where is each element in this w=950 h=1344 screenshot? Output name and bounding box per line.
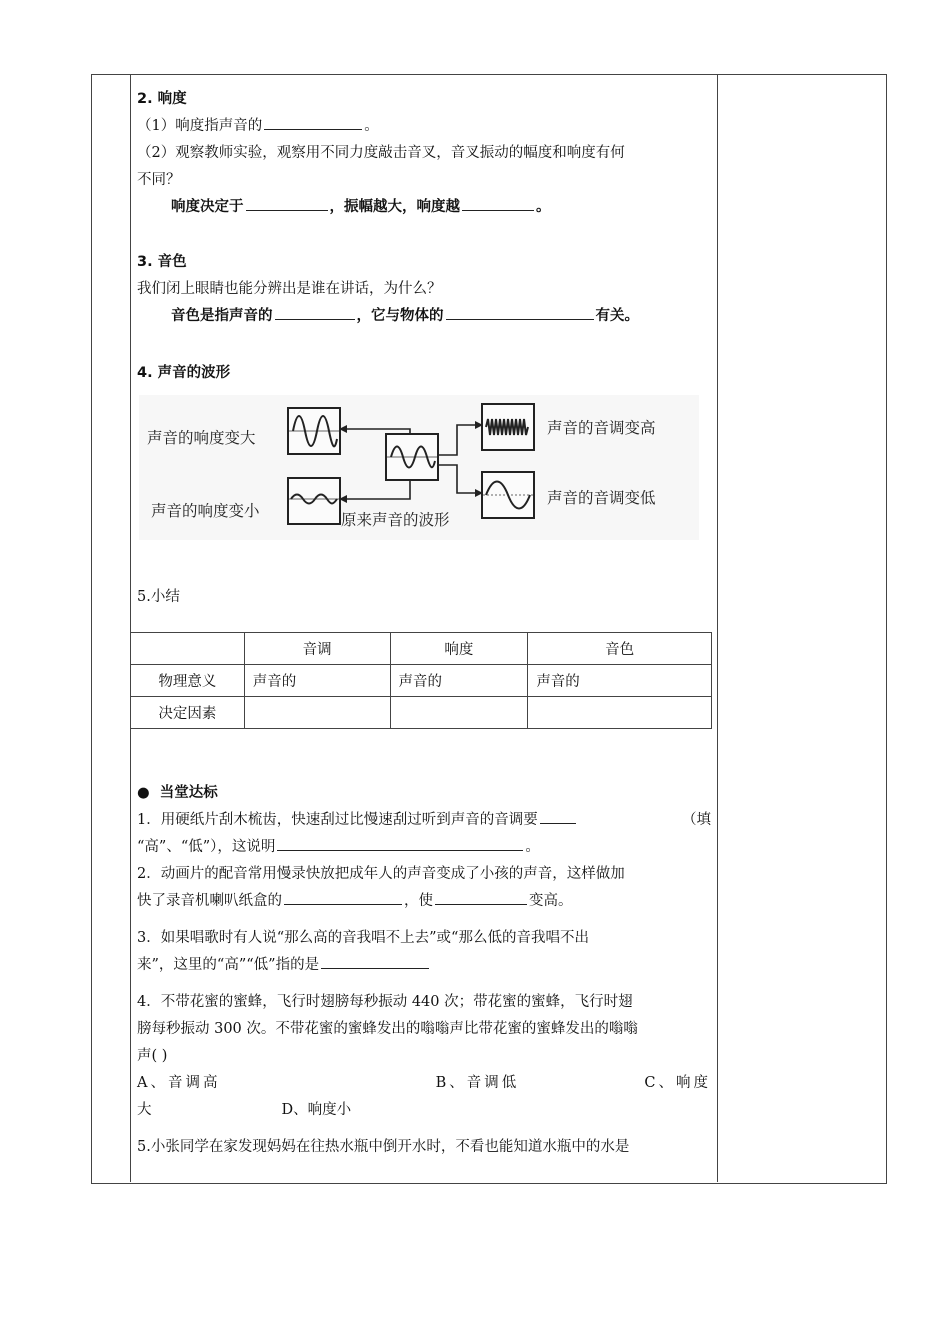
table-header-row: [131, 633, 712, 665]
option-d[interactable]: D、响度小: [281, 1102, 352, 1118]
blank[interactable]: [540, 807, 576, 824]
blank[interactable]: [446, 303, 594, 320]
label-loudness-down: 声音的响度变小: [151, 502, 260, 520]
practice-section: [137, 780, 711, 1161]
waveform-diagram: [139, 395, 699, 540]
q5-line1: 5.小张同学在家发现妈妈在往热水瓶中倒开水时，不看也能知道水瓶中的水是: [137, 1139, 630, 1155]
table-cell[interactable]: 声音的: [528, 665, 712, 697]
blank[interactable]: [284, 888, 402, 905]
table-cell[interactable]: [390, 697, 528, 729]
table-header-cell: 音色: [528, 633, 712, 665]
table-cell[interactable]: [244, 697, 390, 729]
column-divider-left: [130, 74, 131, 1182]
table-cell[interactable]: [528, 697, 712, 729]
table-cell: 决定因素: [131, 697, 245, 729]
section-4-heading: 4. 声音的波形: [137, 365, 231, 381]
connector-arrows: [139, 395, 699, 540]
table-header-cell: 响度: [390, 633, 528, 665]
blank[interactable]: [462, 194, 534, 211]
label-loudness-up: 声音的响度变大: [147, 429, 256, 447]
q4-line2: 膀每秒振动 300 次。不带花蜜的蜜蜂发出的嗡嗡声比带花蜜的蜜蜂发出的嗡嗡: [137, 1021, 638, 1037]
s3-line1: 我们闭上眼睛也能分辨出是谁在讲话，为什么？: [137, 281, 442, 297]
section-3-heading: 3. 音色: [137, 254, 187, 270]
blank[interactable]: [246, 194, 328, 211]
q2-line1: 2．动画片的配音常用慢录快放把成年人的声音变成了小孩的声音，这样做加: [137, 866, 625, 882]
q3-line2: 来”，这里的“高”“低”指的是: [137, 952, 711, 979]
column-divider-right: [717, 74, 718, 1182]
label-original-wave: 原来声音的波形: [341, 511, 450, 529]
option-a[interactable]: A、音调高: [137, 1075, 221, 1091]
blank[interactable]: [277, 834, 523, 851]
q4-options-line1: [137, 1070, 711, 1097]
q4-line3: 声( ): [137, 1048, 168, 1064]
label-pitch-down: 声音的音调变低: [547, 489, 656, 507]
blank[interactable]: [321, 952, 429, 969]
q4-options-line2: 大 D、响度小: [137, 1102, 352, 1118]
table-cell[interactable]: 声音的: [390, 665, 528, 697]
q4-line1: 4．不带花蜜的蜜蜂，飞行时翅膀每秒振动 440 次；带花蜜的蜜蜂，飞行时翅: [137, 994, 633, 1010]
q2-line2: 快了录音机喇叭纸盒的 ，使 变高。: [137, 888, 711, 915]
section-2-heading: 2. 响度: [137, 91, 187, 107]
blank[interactable]: [435, 888, 527, 905]
table-cell[interactable]: 声音的: [244, 665, 390, 697]
s2-line2b: 不同？: [137, 172, 181, 188]
blank[interactable]: [275, 303, 355, 320]
label-pitch-up: 声音的音调变高: [547, 419, 656, 437]
practice-heading: ● 当堂达标: [137, 785, 218, 801]
bullet-icon: ●: [137, 785, 150, 801]
summary-table: [130, 632, 712, 729]
s3-line2: 音色是指声音的 ，它与物体的 有关。: [137, 303, 715, 330]
option-c[interactable]: C、响度: [644, 1075, 711, 1091]
q1-line2: “高”、“低”），这说明 。: [137, 834, 711, 861]
blank[interactable]: [264, 113, 362, 130]
table-header-cell: 音调: [244, 633, 390, 665]
table-header-cell: [131, 633, 245, 665]
q1-line1: 1．用硬纸片刮木梳齿，快速刮过比慢速刮过听到声音的音调要 （填: [137, 807, 711, 834]
table-row: [131, 697, 712, 729]
s2-line1: （1）响度指声音的 。: [137, 113, 715, 140]
table-cell: 物理意义: [131, 665, 245, 697]
main-content: [137, 86, 715, 611]
table-row: [131, 665, 712, 697]
q3-line1: 3．如果唱歌时有人说“那么高的音我唱不上去”或“那么低的音我唱不出: [137, 930, 589, 946]
option-b[interactable]: B、音调低: [435, 1075, 520, 1091]
s2-line2: （2）观察教师实验，观察用不同力度敲击音叉，音叉振动的幅度和响度有何: [137, 145, 625, 161]
section-5-heading: 5.小结: [137, 589, 180, 605]
s2-line3: 响度决定于 ，振幅越大，响度越 。: [137, 194, 715, 221]
